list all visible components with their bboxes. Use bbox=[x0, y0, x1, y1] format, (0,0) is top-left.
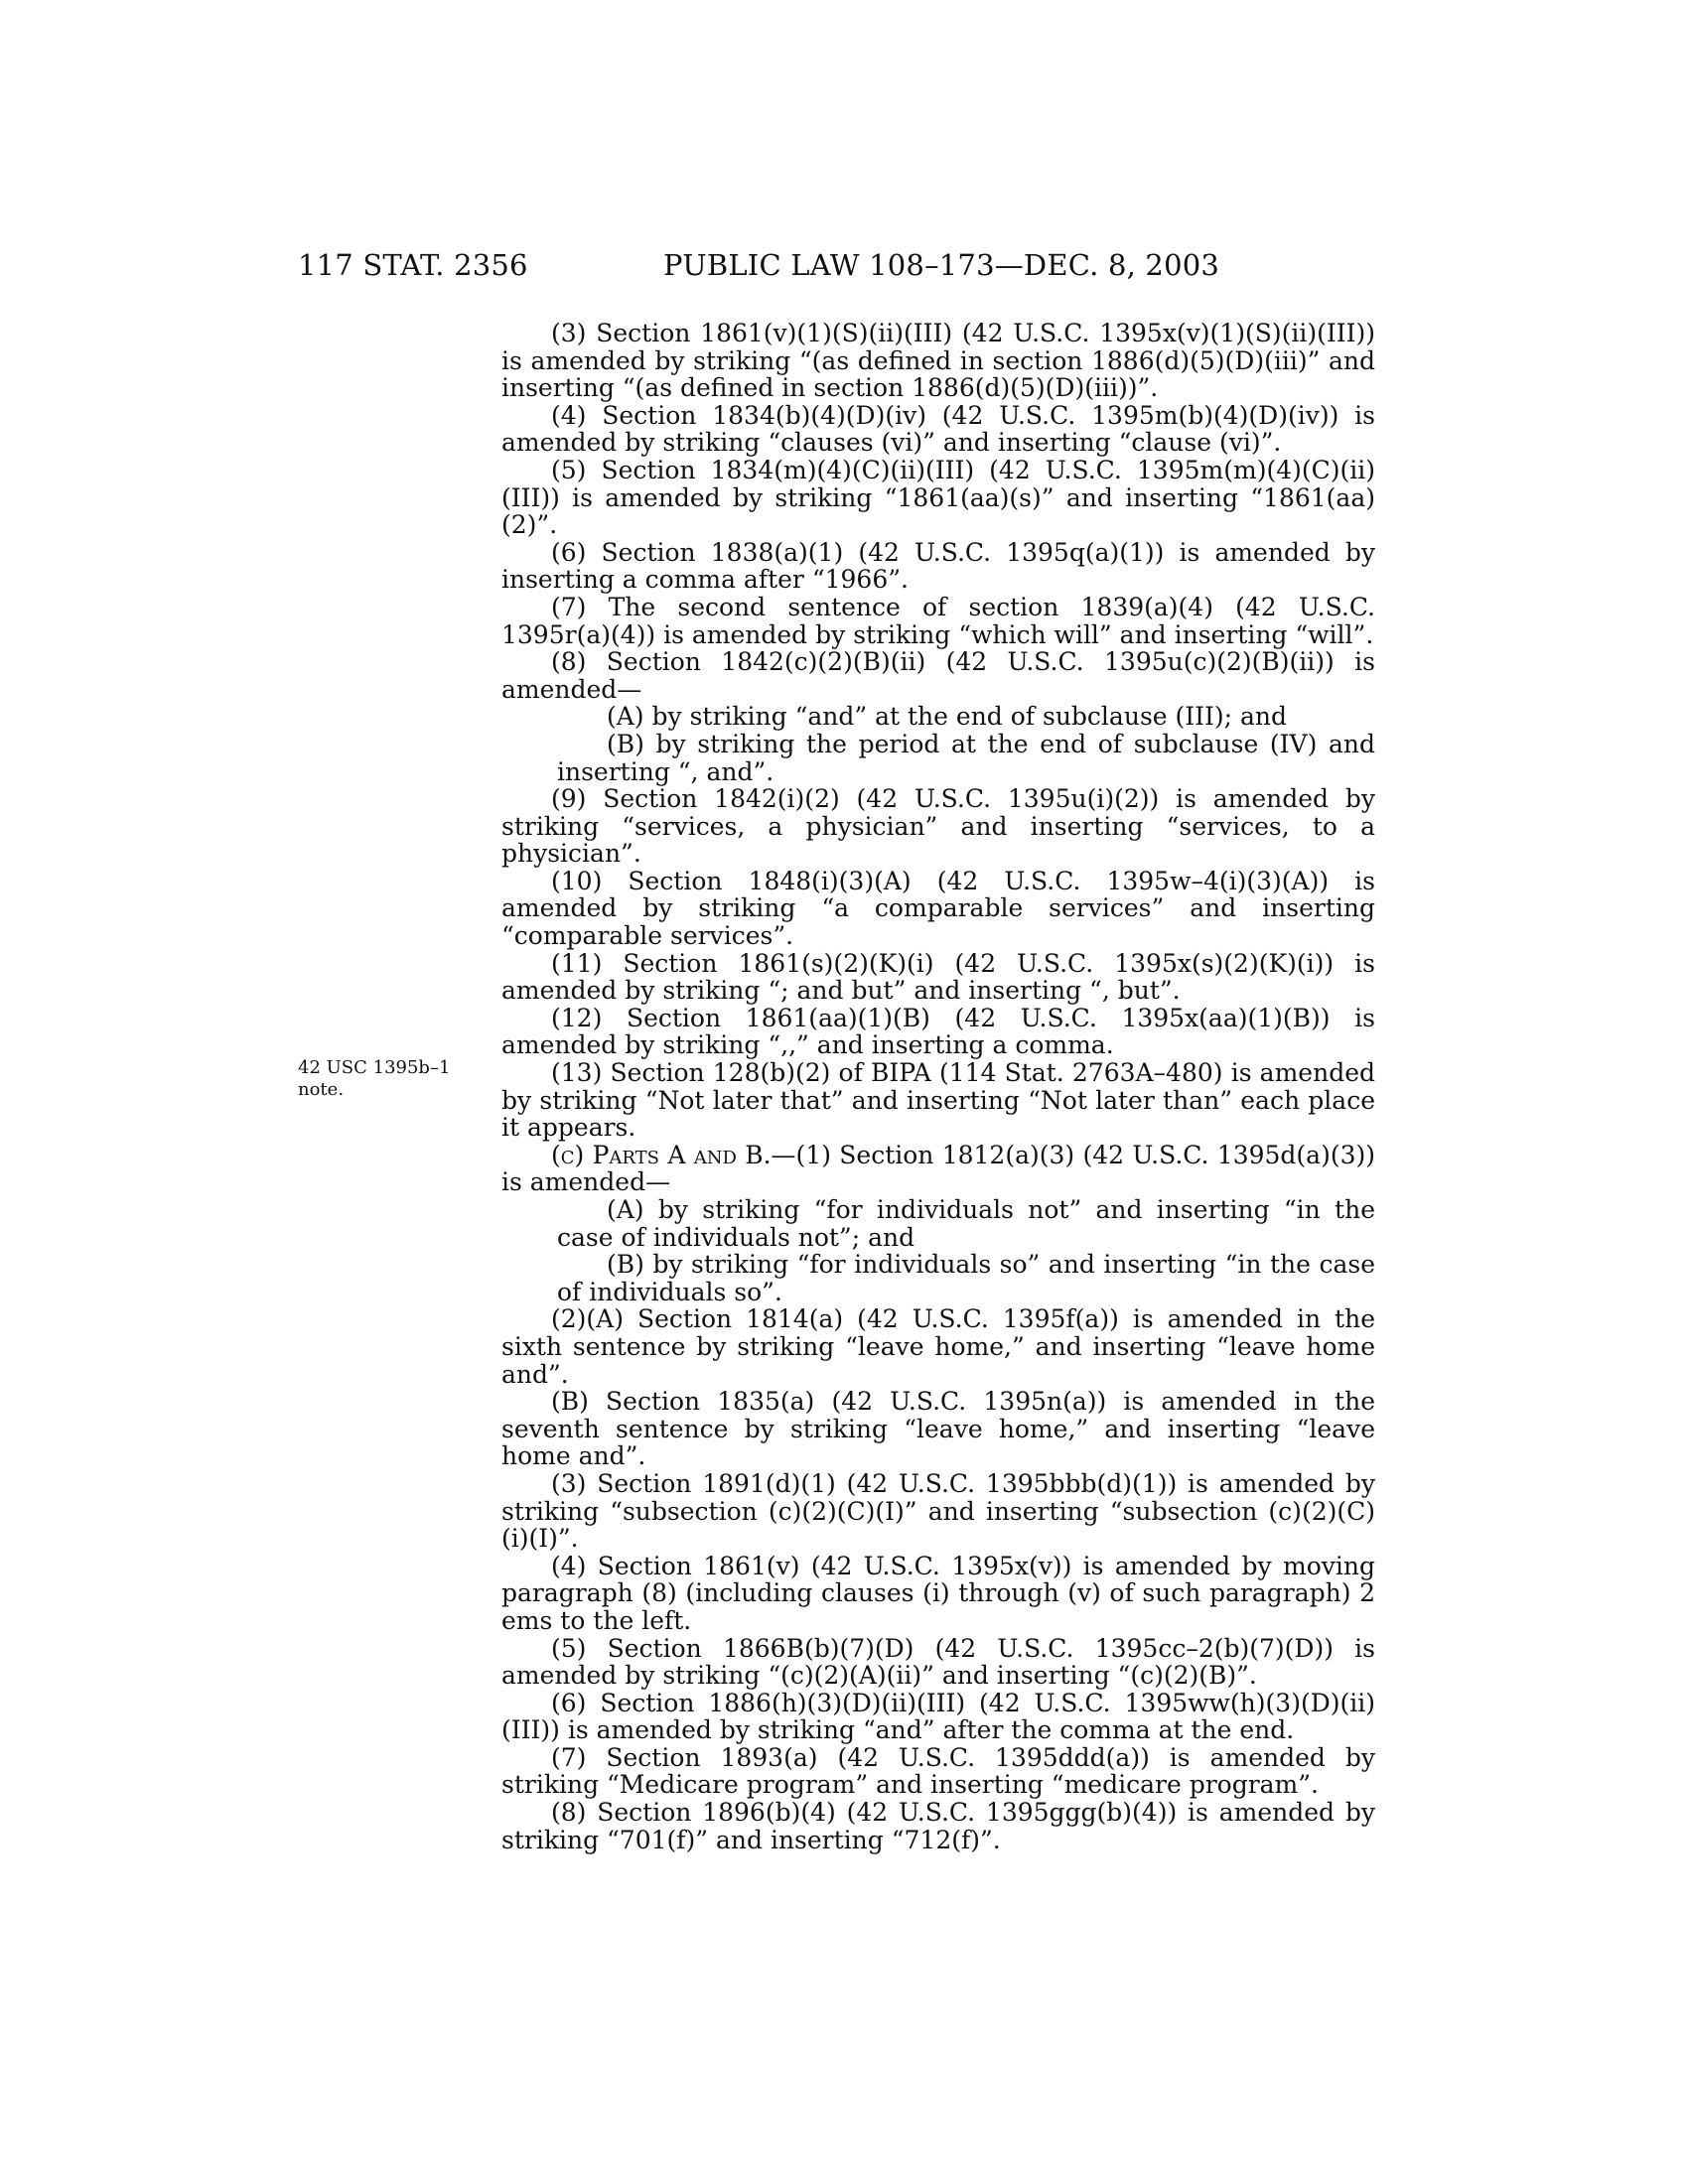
document-body bbox=[501, 320, 1375, 1853]
subparagraph-b8-b: (B) by striking the period at the end of subclause (IV) and inserting “, and”. bbox=[557, 729, 1375, 786]
subsection-c-heading bbox=[501, 1142, 1375, 1196]
paragraph-b4: (4) Section 1834(b)(4)(D)(iv) (42 U.S.C. 1395m(b)(4)(D)(iv)) is amended by striking “clauses (vi)” and inserting “clause (vi)”. bbox=[501, 400, 1375, 458]
paragraph-c8: (8) Section 1896(b)(4) (42 U.S.C. 1395ggg(b)(4)) is amended by striking “701(f)” and inserting “712(f)”. bbox=[501, 1798, 1375, 1854]
paragraph-c6: (6) Section 1886(h)(3)(D)(ii)(III) (42 U.S.C. 1395ww(h)(3)(D)(ii)(III)) is amended by striking “and” after the comma at the end. bbox=[501, 1688, 1375, 1745]
paragraph-b11: (11) Section 1861(s)(2)(K)(i) (42 U.S.C. 1395x(s)(2)(K)(i)) is amended by striking “; and but” and inserting “, but”. bbox=[501, 948, 1375, 1006]
paragraph-b13: (13) Section 128(b)(2) of BIPA (114 Stat. 2763A–480) is amended by striking “Not later that” and inserting “Not later than” each place it appears. bbox=[501, 1058, 1375, 1143]
subparagraph-c1-a: (A) by striking “for individuals not” and inserting “in the case of individuals not”; and bbox=[557, 1195, 1375, 1252]
subparagraph-c1-b: (B) by striking “for individuals so” and inserting “in the case of individuals so”. bbox=[557, 1250, 1375, 1306]
paragraph-b3: (3) Section 1861(v)(1)(S)(ii)(III) (42 U.S.C. 1395x(v)(1)(S)(ii)(III)) is amended by striking “(as defined in section 1886(d)(5)(D)(iii)” and inserting “(as defined in section 1886(d)(5)(D)(iii))”. bbox=[501, 319, 1375, 403]
paragraph-b6: (6) Section 1838(a)(1) (42 U.S.C. 1395q(a)(1)) is amended by inserting a comma after “1966”. bbox=[501, 537, 1375, 595]
stat-page-number: 117 STAT. 2356 bbox=[298, 248, 528, 282]
paragraph-b12: (12) Section 1861(aa)(1)(B) (42 U.S.C. 1395x(aa)(1)(B)) is amended by striking “,,” and inserting a comma. bbox=[501, 1003, 1375, 1060]
paragraph-c7: (7) Section 1893(a) (42 U.S.C. 1395ddd(a)) is amended by striking “Medicare program” and inserting “medicare program”. bbox=[501, 1742, 1375, 1800]
paragraph-c2b: (B) Section 1835(a) (42 U.S.C. 1395n(a)) is amended in the seventh sentence by striking “leave home,” and inserting “leave home and”. bbox=[501, 1387, 1375, 1471]
paragraph-c5: (5) Section 1866B(b)(7)(D) (42 U.S.C. 1395cc–2(b)(7)(D)) is amended by striking “(c)(2)(A)(ii)” and inserting “(c)(2)(B)”. bbox=[501, 1633, 1375, 1691]
subsection-c-label: (c) Parts A and B. bbox=[551, 1140, 772, 1169]
subsection-c-text: —(1) Section 1812(a)(3) (42 U.S.C. 1395d(a)(3)) is amended— bbox=[501, 1140, 1375, 1197]
paragraph-b10: (10) Section 1848(i)(3)(A) (42 U.S.C. 1395w–4(i)(3)(A)) is amended by striking “a comparable services” and inserting “comparable services”. bbox=[501, 866, 1375, 951]
paragraph-b5: (5) Section 1834(m)(4)(C)(ii)(III) (42 U.S.C. 1395m(m)(4)(C)(ii)(III)) is amended by striking “1861(aa)(s)” and inserting “1861(aa)(2)”. bbox=[501, 455, 1375, 540]
paragraph-c3: (3) Section 1891(d)(1) (42 U.S.C. 1395bbb(d)(1)) is amended by striking “subsection (c)(2)(C)(I)” and inserting “subsection (c)(2)(C)(i)(I)”. bbox=[501, 1468, 1375, 1554]
margin-note: 42 USC 1395b–1 note. bbox=[298, 1057, 451, 1100]
law-title: PUBLIC LAW 108–173—DEC. 8, 2003 bbox=[663, 248, 1220, 282]
paragraph-b7: (7) The second sentence of section 1839(a)(4) (42 U.S.C. 1395r(a)(4)) is amended by striking “which will” and inserting “will”. bbox=[501, 592, 1375, 649]
paragraph-c2a: (2)(A) Section 1814(a) (42 U.S.C. 1395f(a)) is amended in the sixth sentence by striking “leave home,” and inserting “leave home and”. bbox=[501, 1304, 1375, 1389]
paragraph-c4: (4) Section 1861(v) (42 U.S.C. 1395x(v)) is amended by moving paragraph (8) (including clauses (i) through (v) of such paragraph) 2 ems to the left. bbox=[501, 1551, 1375, 1635]
running-header bbox=[298, 248, 1380, 284]
paragraph-b8: (8) Section 1842(c)(2)(B)(ii) (42 U.S.C. 1395u(c)(2)(B)(ii)) is amended— bbox=[501, 647, 1375, 704]
paragraph-b9: (9) Section 1842(i)(2) (42 U.S.C. 1395u(i)(2)) is amended by striking “services, a physician” and inserting “services, to a physician”. bbox=[501, 784, 1375, 869]
subparagraph-b8-a: (A) by striking “and” at the end of subclause (III); and bbox=[607, 702, 1288, 732]
